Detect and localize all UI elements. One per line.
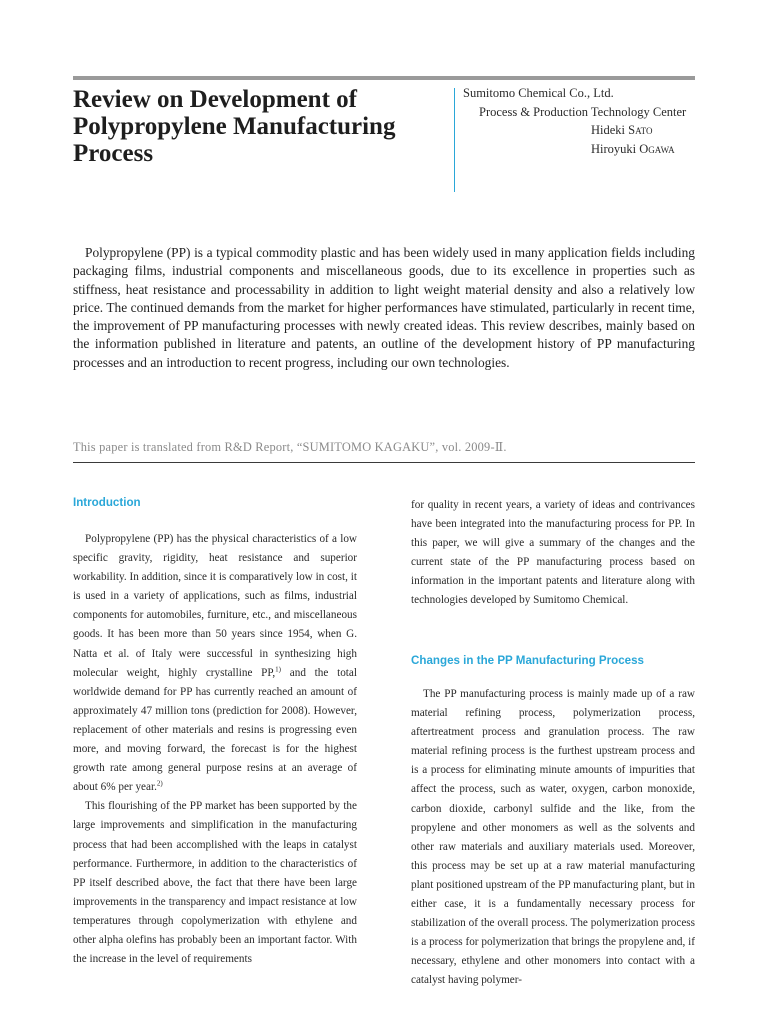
author-2 [463, 140, 703, 159]
abstract: Polypropylene (PP) is a typical commodity plastic and has been widely used in many application fields including packaging films, industrial components and miscellaneous goods, due to its excellence in properties such as stiffness, heat resistance and processability in addition to light weight material density and also a relatively low price. The continued demands from the market for higher performances have stimulated, particularly in recent time, the improvement of PP manufacturing processes with newly created ideas. This review describes, mainly based on the information published in literature and patents, an outline of the development history of PP manufacturing processes and an introduction to recent progress, including our own technologies. [73, 245, 695, 370]
reference-1: 1) [275, 664, 282, 673]
changes-paragraph-1: The PP manufacturing process is mainly made up of a raw material refining process, polymerization process, aftertreatment process and granulation process. The raw material refining process is the furthest upstream process and is a process for eliminating minute amounts of impurities that affect the process, such as water, oxygen, carbon monoxide, carbon dioxide, carbonyl sulfide and the like, from the propylene and other monomers as well as the solvents and other raw materials and auxiliary materials used. Moreover, this process may be set up at a raw material manufacturing plant positioned upstream of the PP manufacturing plant, but in either case, it is a fundamentally necessary process for stabilization of the overall process. The polymerization process is a process for polymerization that brings the propylene and, if necessary, ethylene and other monomers into contact with a catalyst having polymer- [411, 688, 695, 987]
affiliation-divider [454, 88, 455, 192]
translation-note: This paper is translated from R&D Report, “SUMITOMO KAGAKU”, vol. 2009-Ⅱ. [73, 440, 507, 454]
organization: Sumitomo Chemical Co., Ltd. [463, 86, 614, 100]
department: Process & Production Technology Center [479, 104, 687, 119]
changes-heading: Changes in the PP Manufacturing Process [411, 654, 645, 667]
right-column-top [411, 496, 695, 611]
author-2-last: Ogawa [639, 141, 675, 156]
header-top-rule [73, 76, 695, 80]
right-column-bottom [411, 685, 695, 991]
intro-paragraph-2: This flourishing of the PP market has been supported by the large improvements and simplification in the manufacturing process that had been accomplished with the leaps in catalyst performance. Furthermore, in addition to the characteristics of PP itself described above, the fact that there have been large improvements in the transparency and impact resistance at low temperatures through copolymerization with ethylene and other alpha olefins has probably been an important factor. With the increase in the level of requirements [73, 800, 357, 966]
author-1 [463, 121, 703, 140]
title-line-2: Polypropylene Manufacturing [73, 113, 396, 140]
reference-2: 2) [156, 779, 163, 788]
intro-paragraph-2-continued: for quality in recent years, a variety of ideas and contrivances have been integrated into the manufacturing process for PP. In this paper, we will give a summary of the changes and the current state of the PP manufacturing process based on information in the important patents and literature along with technologies developed by Sumitomo Chemical. [411, 499, 695, 607]
affiliation-block [463, 84, 703, 158]
intro-p1-text-b: and the total worldwide demand for PP has currently reached an amount of approximately 47 million tons (prediction for 2008). However, replacement of other materials and resins is progressing even more, and moving forward, the forecast is for the highest growth rate among general purpose resins at an average of about 6% per year. [73, 666, 357, 794]
title-line-1: Review on Development of [73, 86, 357, 113]
intro-p1-text-a: Polypropylene (PP) has the physical characteristics of a low specific gravity, rigidity, heat resistance and superior workability. In addition, since it is comparatively low in cost, it is used in a variety of applications, such as films, industrial components for automobiles, furniture, etc., and miscellaneous goods. It has been more than 50 years since 1954, when G. Natta et al. of Italy were successful in synthesizing high molecular weight, highly crystalline PP, [73, 533, 357, 679]
author-2-first: Hiroyuki [591, 141, 640, 156]
intro-paragraph-1 [73, 530, 357, 797]
author-1-last: Sato [628, 123, 653, 137]
author-1-first: Hideki [591, 123, 629, 137]
title-line-3: Process [73, 140, 154, 167]
section-divider [73, 462, 695, 463]
introduction-heading: Introduction [73, 496, 141, 509]
left-column [73, 530, 357, 969]
paper-title [73, 86, 443, 167]
